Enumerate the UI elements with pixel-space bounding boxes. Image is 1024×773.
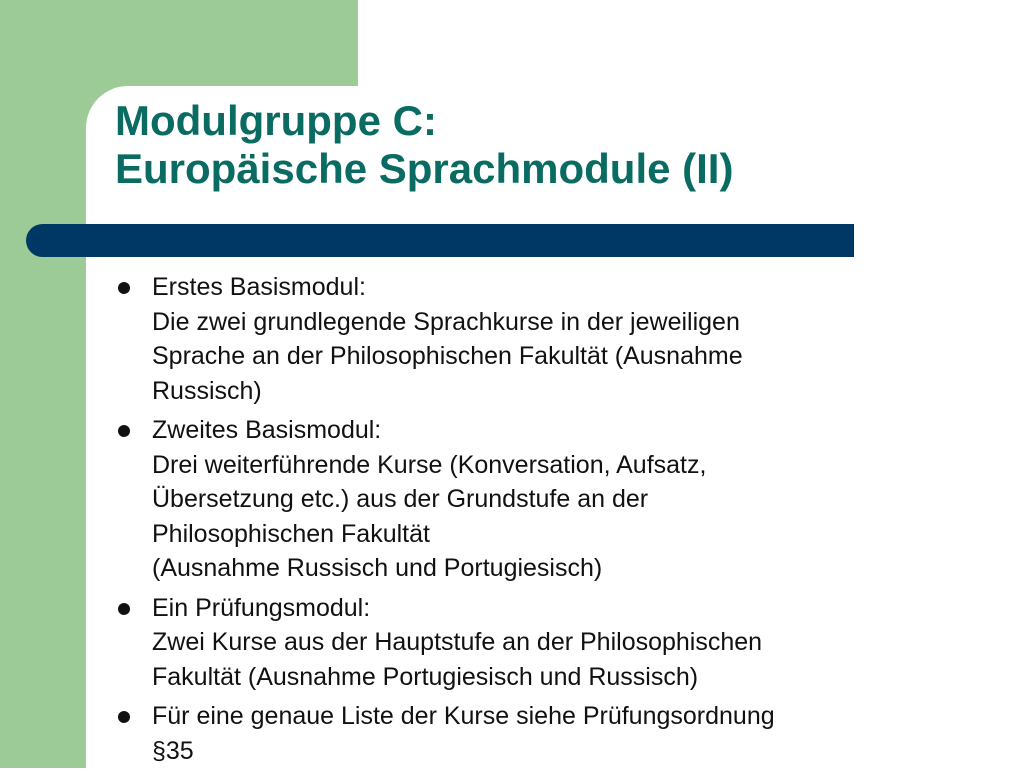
list-item-line: Philosophischen Fakultät [152, 519, 430, 548]
list-item-line: Drei weiterführende Kurse (Konversation, Aufsatz, [152, 450, 707, 479]
title-line-2: Europäische Sprachmodule (II) [115, 145, 734, 192]
bullet-icon [118, 711, 130, 723]
list-item-line: Fakultät (Ausnahme Portugiesisch und Russisch) [152, 662, 699, 691]
list-item-erstes-basismodul [116, 270, 976, 408]
bullet-icon [118, 425, 130, 437]
slide-title [115, 97, 733, 193]
title-line-1: Modulgruppe C: [115, 97, 437, 144]
list-item-line: Erstes Basismodul: [152, 273, 366, 301]
list-item-line: Zwei Kurse aus der Hauptstufe an der Philosophischen [152, 628, 763, 656]
bullet-icon [118, 282, 130, 294]
list-item-line: Ein Prüfungsmodul: [152, 593, 371, 622]
list-item-line: Sprache an der Philosophischen Fakultät (Ausnahme [152, 342, 743, 370]
list-item-pruefungsmodul [116, 591, 976, 695]
list-item-line: §35 [152, 736, 194, 765]
list-item-line: Die zwei grundlegende Sprachkurse in der jeweiligen [152, 307, 740, 336]
bullet-list [116, 270, 976, 773]
list-item-line: Für eine genaue Liste der Kurse siehe Prüfungsordnung [152, 702, 775, 730]
list-item-kursliste [116, 699, 976, 768]
list-item-line: (Ausnahme Russisch und Portugiesisch) [152, 554, 603, 582]
title-divider-bar [26, 224, 854, 257]
list-item-line: Russisch) [152, 376, 262, 405]
list-item-line: Zweites Basismodul: [152, 416, 382, 444]
list-item-line: Übersetzung etc.) aus der Grundstufe an der [152, 485, 649, 513]
list-item-zweites-basismodul [116, 413, 976, 586]
bullet-icon [118, 603, 130, 615]
